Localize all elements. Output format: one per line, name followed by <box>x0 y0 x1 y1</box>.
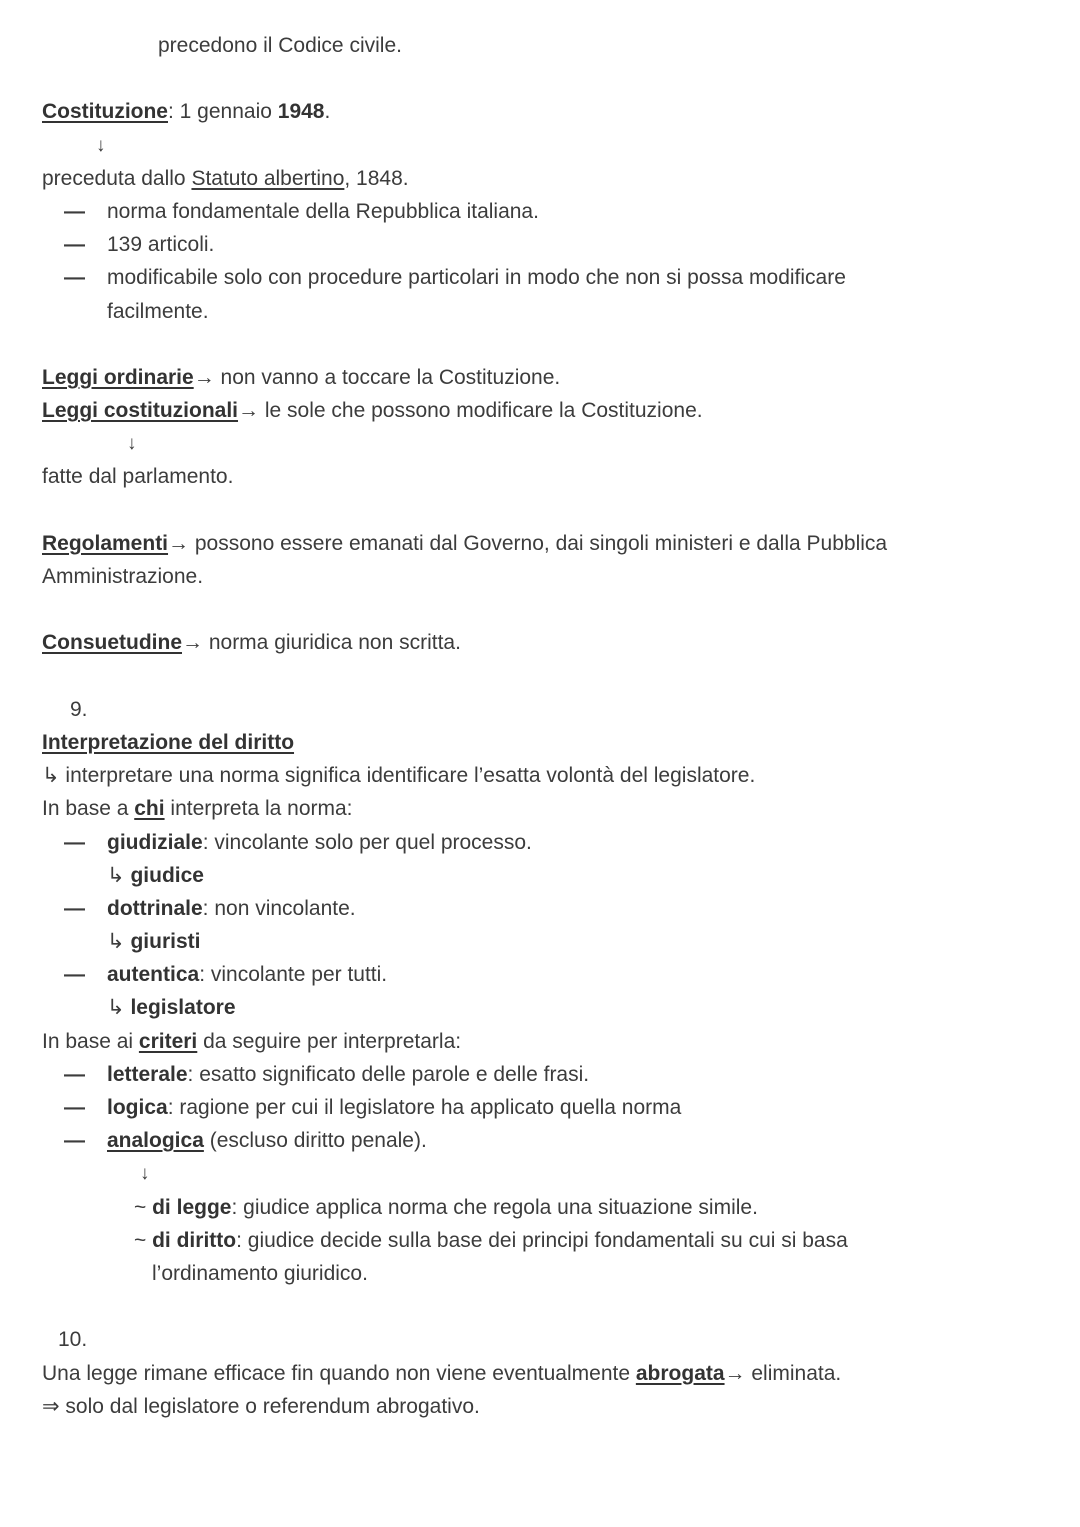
text-line: In base a chi interpreta la norma: <box>42 797 353 821</box>
list-item: — modificabile solo con procedure particolari in modo che non si possa modificare <box>64 266 846 290</box>
sub-item: ~ di legge: giudice applica norma che regola una situazione simile. <box>134 1195 758 1219</box>
consuetudine-line: Consuetudine→ norma giuridica non scritta. <box>42 631 461 655</box>
text-line: ↳ interpretare una norma significa identificare l’esatta volontà del legislatore. <box>42 764 756 788</box>
hook-arrow-icon: ↳ <box>107 863 125 887</box>
sub-item: ↳ giudice <box>107 863 204 887</box>
hook-arrow-icon: ↳ <box>107 930 125 954</box>
text-line: fatte dal parlamento. <box>42 465 234 489</box>
sub-item: ↳ giuristi <box>107 930 201 954</box>
leggi-ordinarie-line: Leggi ordinarie→ non vanno a toccare la Costituzione. <box>42 365 561 389</box>
sub-item: ↳ legislatore <box>107 996 236 1020</box>
leggi-costituzionali-line: Leggi costituzionali→ le sole che possono modificare la Costituzione. <box>42 399 703 423</box>
term: Costituzione <box>42 100 168 124</box>
text-line: precedono il Codice civile. <box>158 34 402 57</box>
sub-item: ~ di diritto: giudice decide sulla base dei principi fondamentali su cui si basa <box>134 1228 848 1252</box>
section-title: Interpretazione del diritto <box>42 730 295 754</box>
arrow-down-icon: ↓ <box>127 433 137 455</box>
list-item: — analogica (escluso diritto penale). <box>64 1129 427 1153</box>
arrow-down-icon: ↓ <box>96 134 106 156</box>
sub-item-cont: l’ordinamento giuridico. <box>152 1261 368 1285</box>
regolamenti-line: Regolamenti→ possono essere emanati dal Governo, dai singoli ministeri e dalla Pubblica <box>42 531 888 555</box>
list-item-cont: facilmente. <box>107 299 209 323</box>
text-line: Amministrazione. <box>42 565 204 588</box>
text-line: preceduta dallo Statuto albertino, 1848. <box>42 166 409 190</box>
list-item: — 139 articoli. <box>64 233 215 257</box>
list-item: — letterale: esatto significato delle parole e delle frasi. <box>64 1062 590 1086</box>
text-line: Una legge rimane efficace fin quando non viene eventualmente abrogata→ eliminata. <box>42 1361 842 1385</box>
list-item: — norma fondamentale della Repubblica italiana. <box>64 199 539 223</box>
hook-arrow-icon: ↳ <box>107 996 125 1020</box>
arrow-down-icon: ↓ <box>140 1163 150 1185</box>
costituzione-line: Costituzione: 1 gennaio 1948. <box>42 100 331 124</box>
section-number: 9. <box>70 697 88 721</box>
section-number: 10. <box>58 1328 88 1352</box>
list-item: — giudiziale: vincolante solo per quel processo. <box>64 830 532 854</box>
text-line: ⇒ solo dal legislatore o referendum abrogativo. <box>42 1394 480 1418</box>
list-item: — autentica: vincolante per tutti. <box>64 963 388 987</box>
list-item: — dottrinale: non vincolante. <box>64 896 356 920</box>
document <box>0 29 1080 1423</box>
text-line: In base ai criteri da seguire per interpretarla: <box>42 1029 462 1053</box>
list-item: — logica: ragione per cui il legislatore ha applicato quella norma <box>64 1096 682 1119</box>
